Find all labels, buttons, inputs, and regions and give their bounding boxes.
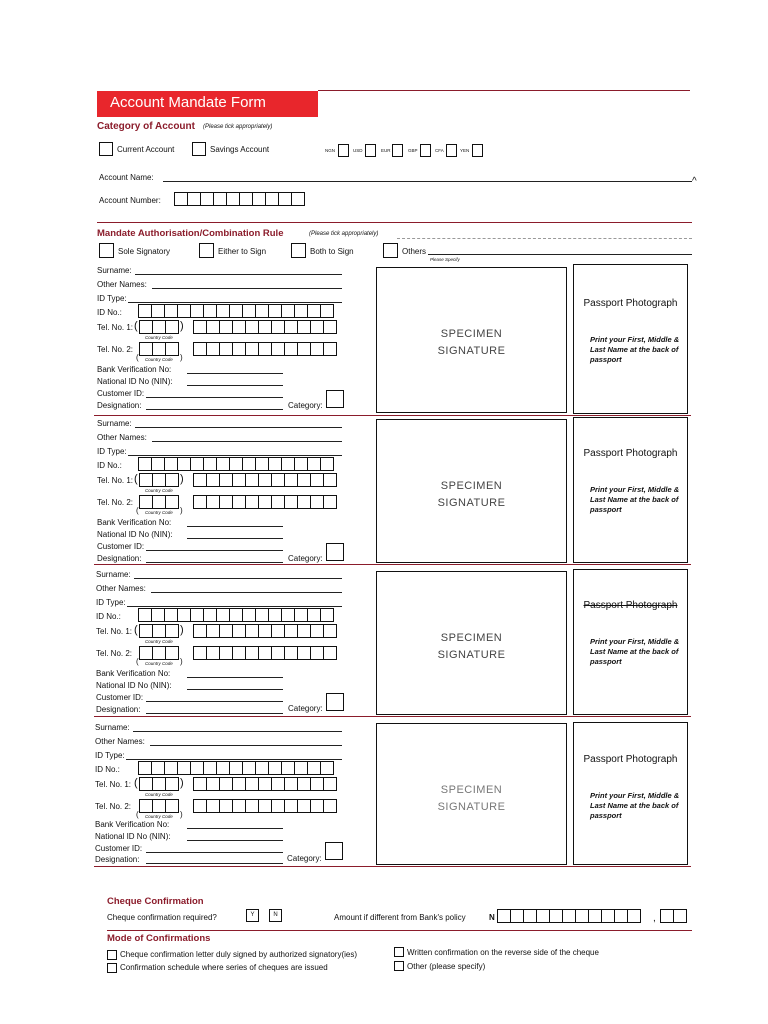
- confirmation-schedule-checkbox[interactable]: [107, 963, 117, 973]
- both-to-sign-label: Both to Sign: [310, 247, 354, 256]
- currency-gbp-label: GBP: [408, 148, 418, 153]
- tel2-number-boxes[interactable]: [193, 799, 336, 813]
- tel2-label: Tel. No. 2:: [96, 649, 133, 658]
- passport-title: Passport Photograph: [583, 754, 678, 765]
- id-no-boxes[interactable]: [138, 457, 333, 471]
- customer-id-line[interactable]: [146, 397, 283, 398]
- passport-photo-box[interactable]: [573, 264, 688, 414]
- currency-usd-label: USD: [353, 148, 363, 153]
- bvn-label: Bank Verification No:: [95, 820, 170, 829]
- id-no-label: ID No.:: [95, 765, 120, 774]
- passport-note: Print your First, Middle & Last Name at the back of passport: [590, 637, 680, 666]
- customer-id-label: Customer ID:: [97, 542, 145, 551]
- others-label: Others: [402, 247, 427, 256]
- designation-line[interactable]: [146, 863, 283, 864]
- bvn-label: Bank Verification No:: [96, 669, 171, 678]
- tel1-country-code-boxes[interactable]: [139, 624, 178, 638]
- category-label: Category:: [288, 704, 323, 713]
- account-name-label: Account Name:: [99, 173, 154, 182]
- id-type-line[interactable]: [128, 302, 342, 303]
- category-box[interactable]: [326, 693, 344, 711]
- surname-line[interactable]: [133, 731, 342, 732]
- passport-title: Passport Photograph: [583, 448, 678, 459]
- tel1-number-boxes[interactable]: [193, 320, 336, 334]
- designation-label: Designation:: [96, 705, 141, 714]
- tel1-open-paren: (: [134, 624, 138, 636]
- designation-label: Designation:: [97, 554, 142, 563]
- tel2-label: Tel. No. 2:: [95, 802, 132, 811]
- other-names-line[interactable]: [150, 745, 342, 746]
- amount-decimal-point: ,: [653, 913, 656, 924]
- currency-gbp-checkbox[interactable]: [420, 144, 431, 157]
- passport-photo-box[interactable]: [573, 722, 688, 865]
- passport-note: Print your First, Middle & Last Name at the back of passport: [590, 485, 680, 514]
- customer-id-label: Customer ID:: [97, 389, 145, 398]
- tel2-country-code-hint: Country Code: [145, 510, 173, 515]
- tel2-open-paren: (: [136, 810, 139, 819]
- confirmation-schedule-label: Confirmation schedule where series of cheques are issued: [120, 963, 328, 972]
- nin-label: National ID No (NIN):: [95, 832, 171, 841]
- bvn-label: Bank Verification No:: [97, 365, 172, 374]
- other-confirmation-label: Other (please specify): [407, 962, 486, 971]
- category-label: Category:: [288, 554, 323, 563]
- id-type-label: ID Type:: [97, 447, 127, 456]
- currency-eur-label: EUR: [381, 148, 391, 153]
- category-box[interactable]: [326, 390, 344, 408]
- tel1-open-paren: (: [134, 473, 138, 485]
- tel1-country-code-hint: Country Code: [145, 792, 173, 797]
- specimen-line1: SPECIMEN: [440, 480, 503, 492]
- caret-mark: ^: [692, 176, 697, 187]
- tel1-close-paren: ): [180, 624, 184, 636]
- tel2-number-boxes[interactable]: [193, 342, 336, 356]
- tel1-close-paren: ): [180, 320, 184, 332]
- id-no-label: ID No.:: [97, 461, 122, 470]
- sole-signatory-label: Sole Signatory: [118, 247, 171, 256]
- other-names-line[interactable]: [152, 441, 342, 442]
- cheque-heading: Cheque Confirmation: [107, 896, 204, 907]
- specimen-signature-box[interactable]: [376, 419, 567, 563]
- category-label: Category:: [287, 854, 322, 863]
- confirmation-mode-heading: Mode of Confirmations: [107, 933, 211, 944]
- cheque-yes-box[interactable]: [246, 909, 259, 922]
- category-label: Category:: [288, 401, 323, 410]
- customer-id-line[interactable]: [146, 701, 283, 702]
- tel1-number-boxes[interactable]: [193, 624, 336, 638]
- either-to-sign-checkbox[interactable]: [199, 243, 214, 258]
- cheque-yes-label: Y: [250, 912, 255, 918]
- passport-title: Passport Photograph: [583, 600, 678, 611]
- mandate-heading: Mandate Authorisation/Combination Rule: [97, 228, 284, 239]
- tel2-country-code-boxes[interactable]: [139, 342, 178, 356]
- specimen-line1: SPECIMEN: [440, 328, 503, 340]
- specimen-line1: SPECIMEN: [440, 784, 503, 796]
- others-specify-line[interactable]: [428, 254, 692, 255]
- tel1-country-code-hint: Country Code: [145, 488, 173, 493]
- currency-yen-checkbox[interactable]: [472, 144, 483, 157]
- signatory-separator-1: [94, 415, 691, 416]
- tel2-number-boxes[interactable]: [193, 495, 336, 509]
- specimen-line1: SPECIMEN: [440, 632, 503, 644]
- tel1-open-paren: (: [134, 320, 138, 332]
- amount-label: Amount if different from Bank's policy: [334, 913, 466, 922]
- form-title: Account Mandate Form: [110, 94, 266, 111]
- id-type-line[interactable]: [128, 455, 342, 456]
- tel2-country-code-hint: Country Code: [145, 814, 173, 819]
- tel2-country-code-boxes[interactable]: [139, 799, 178, 813]
- other-names-label: Other Names:: [97, 280, 147, 289]
- passport-photo-box[interactable]: [573, 569, 688, 715]
- tel1-country-code-boxes[interactable]: [139, 777, 178, 791]
- confirmation-letter-checkbox[interactable]: [107, 950, 117, 960]
- signatory-block-4: [0, 722, 768, 868]
- section-rule-mandate: [97, 222, 692, 223]
- id-no-boxes[interactable]: [138, 608, 333, 622]
- cheque-required-label: Cheque confirmation required?: [107, 913, 217, 922]
- bvn-label: Bank Verification No:: [97, 518, 172, 527]
- account-name-line[interactable]: [163, 181, 692, 182]
- current-account-label: Current Account: [117, 145, 175, 154]
- category-box[interactable]: [325, 842, 343, 860]
- tel1-number-boxes[interactable]: [193, 473, 336, 487]
- currency-ngn-label: NGN: [325, 148, 335, 153]
- designation-line[interactable]: [146, 562, 283, 563]
- surname-label: Surname:: [97, 266, 132, 275]
- bvn-line[interactable]: [187, 828, 283, 829]
- surname-label: Surname:: [95, 723, 130, 732]
- tel2-close-paren: ): [180, 810, 183, 819]
- tel1-label: Tel. No. 1:: [97, 323, 134, 332]
- cheque-rule: [107, 930, 692, 931]
- id-type-label: ID Type:: [96, 598, 126, 607]
- bvn-line[interactable]: [187, 677, 283, 678]
- category-box[interactable]: [326, 543, 344, 561]
- signatory-block-3: [0, 569, 768, 717]
- other-names-line[interactable]: [152, 288, 342, 289]
- id-type-label: ID Type:: [97, 294, 127, 303]
- passport-note: Print your First, Middle & Last Name at the back of passport: [590, 335, 680, 364]
- tel1-label: Tel. No. 1:: [95, 780, 132, 789]
- specimen-line2: SIGNATURE: [437, 801, 506, 813]
- tel2-open-paren: (: [136, 506, 139, 515]
- account-number-label: Account Number:: [99, 196, 161, 205]
- passport-title: Passport Photograph: [583, 298, 678, 309]
- tel2-close-paren: ): [180, 506, 183, 515]
- others-checkbox[interactable]: [383, 243, 398, 258]
- specimen-line2: SIGNATURE: [437, 345, 506, 357]
- tel1-close-paren: ): [180, 777, 184, 789]
- amount-whole-boxes[interactable]: [497, 909, 640, 923]
- id-type-line[interactable]: [127, 606, 342, 607]
- confirmation-letter-label: Cheque confirmation letter duly signed by authorized signatory(ies): [120, 950, 358, 959]
- current-account-checkbox[interactable]: [99, 142, 113, 156]
- tel2-country-code-hint: Country Code: [145, 661, 173, 666]
- nin-line[interactable]: [187, 385, 283, 386]
- passport-note: Print your First, Middle & Last Name at the back of passport: [590, 791, 680, 820]
- amount-decimal-boxes[interactable]: [660, 909, 686, 923]
- mandate-underline: [397, 238, 692, 239]
- other-names-label: Other Names:: [97, 433, 147, 442]
- sole-signatory-checkbox[interactable]: [99, 243, 114, 258]
- nin-label: National ID No (NIN):: [96, 681, 172, 690]
- surname-line[interactable]: [135, 427, 342, 428]
- tel1-country-code-boxes[interactable]: [139, 320, 178, 334]
- category-hint: (Please tick appropriately): [203, 124, 273, 130]
- customer-id-label: Customer ID:: [95, 844, 143, 853]
- specimen-signature-box[interactable]: [376, 571, 567, 715]
- category-heading: Category of Account: [97, 121, 195, 132]
- tel1-close-paren: ): [180, 473, 184, 485]
- cheque-no-label: N: [273, 912, 278, 918]
- account-number-boxes[interactable]: [174, 192, 304, 206]
- header-rule: [318, 90, 690, 91]
- savings-account-checkbox[interactable]: [192, 142, 206, 156]
- savings-account-label: Savings Account: [210, 145, 270, 154]
- signatory-separator-3: [94, 716, 691, 717]
- bvn-line[interactable]: [187, 373, 283, 374]
- other-confirmation-checkbox[interactable]: [394, 961, 404, 971]
- id-no-label: ID No.:: [97, 308, 122, 317]
- tel1-country-code-boxes[interactable]: [139, 473, 178, 487]
- designation-label: Designation:: [95, 855, 140, 864]
- tel2-label: Tel. No. 2:: [97, 498, 134, 507]
- specimen-line2: SIGNATURE: [437, 497, 506, 509]
- specimen-signature-box[interactable]: [376, 723, 567, 865]
- nin-line[interactable]: [187, 840, 283, 841]
- signatory-block-2: [0, 417, 768, 565]
- id-no-boxes[interactable]: [138, 304, 333, 318]
- currency-eur-checkbox[interactable]: [392, 144, 403, 157]
- either-to-sign-label: Either to Sign: [218, 247, 267, 256]
- nin-line[interactable]: [187, 689, 283, 690]
- others-specify-hint: Please Specify: [430, 257, 460, 262]
- other-names-label: Other Names:: [96, 584, 146, 593]
- signatory-separator-4: [94, 866, 691, 867]
- other-names-line[interactable]: [151, 592, 342, 593]
- id-type-label: ID Type:: [95, 751, 125, 760]
- customer-id-line[interactable]: [146, 550, 283, 551]
- specimen-line2: SIGNATURE: [437, 649, 506, 661]
- tel2-close-paren: ): [180, 353, 183, 362]
- currency-usd-checkbox[interactable]: [365, 144, 376, 157]
- amount-currency-symbol: N: [489, 913, 495, 922]
- surname-line[interactable]: [134, 578, 342, 579]
- signatory-block-1: [0, 264, 768, 416]
- tel2-country-code-boxes[interactable]: [139, 495, 178, 509]
- tel2-label: Tel. No. 2:: [97, 345, 134, 354]
- cheque-no-box[interactable]: [269, 909, 282, 922]
- customer-id-line[interactable]: [146, 852, 283, 853]
- nin-line[interactable]: [187, 538, 283, 539]
- specimen-signature-box[interactable]: [376, 267, 567, 413]
- tel2-country-code-hint: Country Code: [145, 357, 173, 362]
- designation-label: Designation:: [97, 401, 142, 410]
- tel1-country-code-hint: Country Code: [145, 639, 173, 644]
- designation-line[interactable]: [146, 409, 283, 410]
- surname-line[interactable]: [135, 274, 342, 275]
- tel2-country-code-boxes[interactable]: [139, 646, 178, 660]
- tel2-open-paren: (: [136, 657, 139, 666]
- surname-label: Surname:: [97, 419, 132, 428]
- tel1-label: Tel. No. 1:: [96, 627, 133, 636]
- tel1-country-code-hint: Country Code: [145, 335, 173, 340]
- tel2-number-boxes[interactable]: [193, 646, 336, 660]
- bvn-line[interactable]: [187, 526, 283, 527]
- currency-yen-label: YEN: [460, 148, 470, 153]
- tel2-open-paren: (: [136, 353, 139, 362]
- tel1-number-boxes[interactable]: [193, 777, 336, 791]
- id-no-boxes[interactable]: [138, 761, 333, 775]
- written-confirmation-label: Written confirmation on the reverse side of the cheque: [407, 948, 599, 957]
- written-confirmation-checkbox[interactable]: [394, 947, 404, 957]
- customer-id-label: Customer ID:: [96, 693, 144, 702]
- nin-label: National ID No (NIN):: [97, 530, 173, 539]
- id-type-line[interactable]: [126, 759, 342, 760]
- currency-ngn-checkbox[interactable]: [338, 144, 349, 157]
- tel2-close-paren: ): [180, 657, 183, 666]
- currency-cfa-label: CFA: [435, 148, 444, 153]
- tel1-label: Tel. No. 1:: [97, 476, 134, 485]
- currency-cfa-checkbox[interactable]: [446, 144, 457, 157]
- passport-photo-box[interactable]: [573, 417, 688, 563]
- id-no-label: ID No.:: [96, 612, 121, 621]
- designation-line[interactable]: [146, 713, 283, 714]
- mandate-hint: (Please tick appropriately): [309, 231, 379, 237]
- surname-label: Surname:: [96, 570, 131, 579]
- other-names-label: Other Names:: [95, 737, 145, 746]
- both-to-sign-checkbox[interactable]: [291, 243, 306, 258]
- nin-label: National ID No (NIN):: [97, 377, 173, 386]
- signatory-separator-2: [94, 564, 691, 565]
- tel1-open-paren: (: [134, 777, 138, 789]
